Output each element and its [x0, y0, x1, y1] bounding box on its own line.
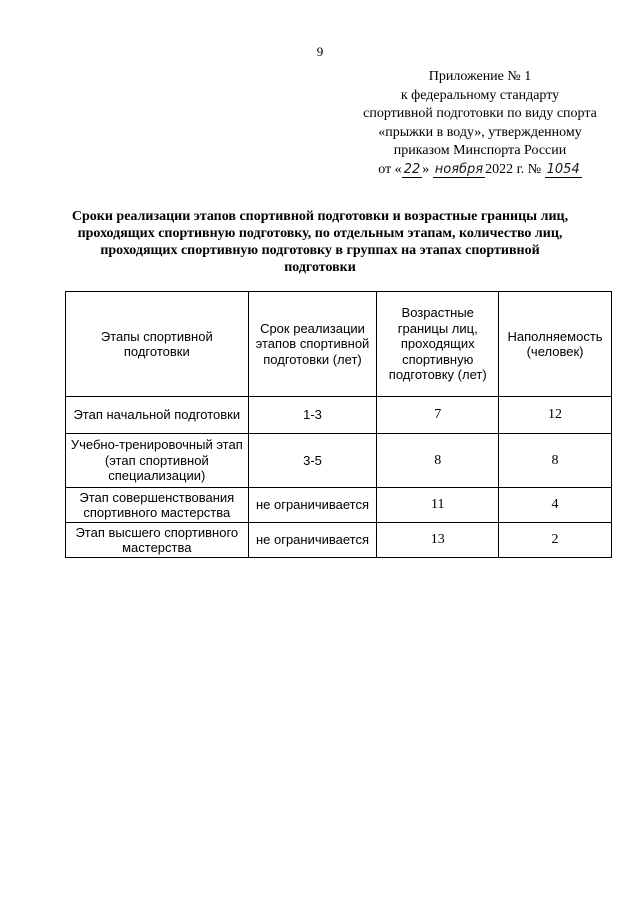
cell-stage: Этап высшего спортивного мастерства — [66, 523, 249, 558]
stages-table — [65, 291, 612, 558]
cell-stage: Учебно-тренировочный этап (этап спортивной специализации) — [66, 434, 249, 488]
title-line: проходящих спортивную подготовку, по отдельным этапам, количество лиц, — [77, 226, 563, 241]
appendix-title: Приложение № 1 — [428, 69, 532, 84]
document-title — [60, 208, 580, 276]
table-row — [66, 397, 612, 434]
header-stages: Этапы спортивной подготовки — [66, 292, 249, 397]
date-year: 2022 г. № — [485, 161, 542, 177]
cell-age: 8 — [377, 434, 499, 488]
header-duration: Срок реализации этапов спортивной подготовки (лет) — [248, 292, 377, 397]
table-row — [66, 434, 612, 488]
appendix-line: спортивной подготовки по виду спорта — [363, 106, 597, 121]
cell-age: 7 — [377, 397, 499, 434]
table-row — [66, 523, 612, 558]
title-line: проходящих спортивную подготовку в группах на этапах спортивной — [100, 243, 540, 258]
appendix-date-line — [340, 161, 620, 180]
appendix-line: приказом Минспорта России — [393, 143, 567, 158]
header-age-limits: Возрастные границы лиц, проходящих спортивную подготовку (лет) — [377, 292, 499, 397]
title-line: Сроки реализации этапов спортивной подготовки и возрастные границы лиц, — [71, 209, 569, 224]
appendix-block — [340, 68, 620, 179]
title-line: подготовки — [284, 260, 356, 275]
handwritten-day: 22 — [403, 161, 421, 177]
cell-stage: Этап начальной подготовки — [66, 397, 249, 434]
cell-group-size: 4 — [499, 488, 612, 523]
table-header-row — [66, 292, 612, 397]
date-prefix: от « — [378, 161, 402, 177]
page-number: 9 — [316, 44, 324, 59]
appendix-line: «прыжки в воду», утвержденному — [378, 124, 582, 140]
cell-duration: не ограничивается — [248, 488, 377, 523]
cell-duration: 3-5 — [248, 434, 377, 488]
table-row — [66, 488, 612, 523]
cell-stage: Этап совершенствования спортивного мастерства — [66, 488, 249, 523]
cell-age: 11 — [377, 488, 499, 523]
cell-duration: 1-3 — [248, 397, 377, 434]
cell-age: 13 — [377, 523, 499, 558]
date-mid: » — [422, 161, 430, 177]
cell-group-size: 2 — [499, 523, 612, 558]
appendix-line: к федеральному стандарту — [400, 87, 560, 103]
cell-group-size: 8 — [499, 434, 612, 488]
cell-group-size: 12 — [499, 397, 612, 434]
handwritten-number: 1054 — [546, 161, 580, 177]
cell-duration: не ограничивается — [248, 523, 377, 558]
header-group-size: Наполняемость (человек) — [499, 292, 612, 397]
handwritten-month: ноября — [434, 161, 484, 177]
